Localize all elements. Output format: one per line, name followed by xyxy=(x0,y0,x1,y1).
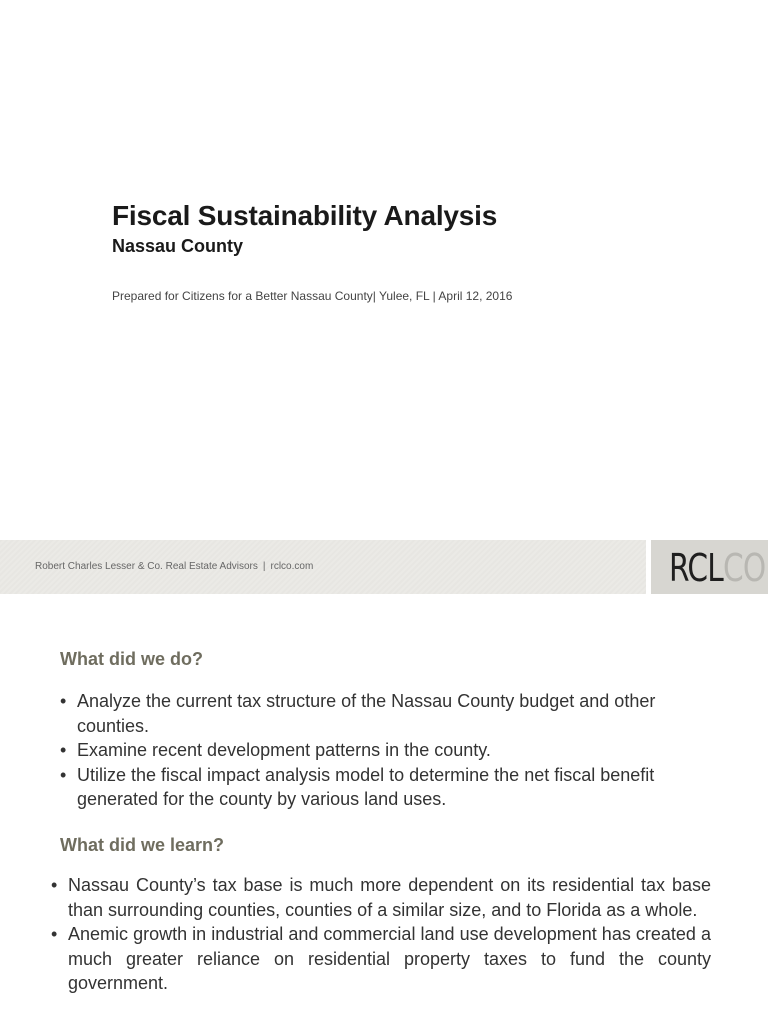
list-item: • Analyze the current tax structure of the Nassau County budget and other counties. xyxy=(60,689,720,738)
page-title: Fiscal Sustainability Analysis xyxy=(112,200,498,231)
logo-dark-part: RCL xyxy=(669,546,723,590)
footer-text xyxy=(35,561,313,572)
section-heading-what-did-we-learn: What did we learn? xyxy=(60,835,225,855)
list-item: • Anemic growth in industrial and commercial land use development has created a much greater reliance on residential property taxes to fund the county government. xyxy=(51,922,711,996)
page-subtitle: Nassau County xyxy=(112,236,244,256)
rclco-logo xyxy=(669,545,765,591)
footer-website-link[interactable]: rclco.com xyxy=(270,561,314,572)
section-heading-what-did-we-do: What did we do? xyxy=(60,649,203,669)
footer-separator: | xyxy=(262,561,266,572)
bullet-list-what-did-we-do xyxy=(60,689,720,812)
logo-light-part: CO xyxy=(722,546,766,590)
list-item: • Utilize the fiscal impact analysis model to determine the net fiscal benefit generated for the county by various land uses. xyxy=(60,763,720,812)
list-item: • Examine recent development patterns in the county. xyxy=(60,738,720,763)
footer-company: Robert Charles Lesser & Co. Real Estate Advisors xyxy=(35,561,258,572)
bullet-list-what-did-we-learn xyxy=(51,873,711,996)
list-item: • Nassau County’s tax base is much more dependent on its residential tax base than surrounding counties, counties of a similar size, and to Florida as a whole. xyxy=(51,873,711,922)
prepared-for-line: Prepared for Citizens for a Better Nassau County| Yulee, FL | April 12, 2016 xyxy=(112,289,513,303)
